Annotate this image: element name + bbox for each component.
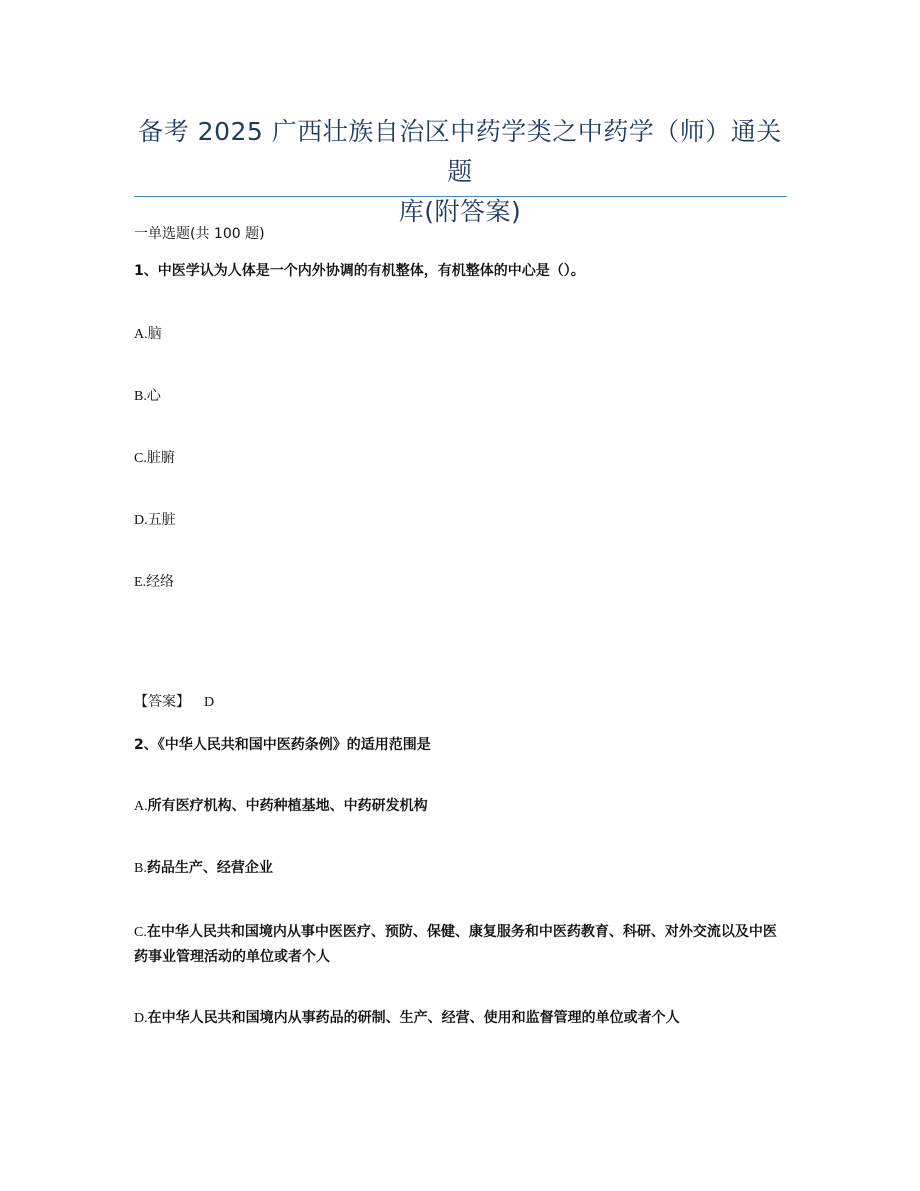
- option-letter: B.: [134, 861, 147, 876]
- question-number: 1、: [134, 263, 158, 279]
- q1-option-b: [134, 386, 161, 407]
- title-divider: [134, 196, 787, 197]
- q2-option-c: [134, 920, 789, 969]
- option-letter: D.: [134, 513, 148, 528]
- option-letter: A.: [134, 327, 148, 342]
- option-letter: D.: [134, 1011, 148, 1026]
- document-title: [134, 112, 786, 232]
- answer-label: 【答案】: [134, 694, 190, 710]
- option-letter: E.: [134, 575, 147, 590]
- q2-option-a: [134, 796, 428, 817]
- q1-option-a: [134, 324, 162, 345]
- option-letter: C.: [134, 451, 147, 466]
- q1-option-e: [134, 572, 174, 593]
- option-text: 在中华人民共和国境内从事中医医疗、预防、保健、康复服务和中医药教育、科研、对外交流以及中医药事业管理活动的单位或者个人: [134, 924, 777, 965]
- q1-option-d: [134, 510, 176, 531]
- option-text: 心: [146, 388, 161, 404]
- question-2: [134, 735, 431, 755]
- q1-option-c: [134, 448, 175, 469]
- option-text: 脏腑: [146, 450, 175, 466]
- option-letter: C.: [134, 925, 147, 940]
- option-letter: A.: [134, 799, 148, 814]
- title-line-2: 库(附答案): [398, 197, 522, 226]
- question-text: 中医学认为人体是一个内外协调的有机整体，有机整体的中心是（）。: [157, 263, 585, 279]
- question-number: 2、: [134, 737, 158, 753]
- option-text: 所有医疗机构、中药种植基地、中药研发机构: [147, 798, 428, 814]
- answer-value: D: [204, 695, 215, 710]
- title-line-1: 备考 2025 广西壮族自治区中药学类之中药学（师）通关题: [138, 117, 782, 186]
- option-letter: B.: [134, 389, 147, 404]
- option-text: 脑: [147, 326, 162, 342]
- option-text: 在中华人民共和国境内从事药品的研制、生产、经营、使用和监督管理的单位或者个人: [147, 1010, 680, 1026]
- question-text: 《中华人民共和国中医药条例》的适用范围是: [157, 737, 431, 753]
- q2-option-d: [134, 1008, 680, 1029]
- option-text: 药品生产、经营企业: [146, 860, 273, 876]
- option-text: 五脏: [147, 512, 176, 528]
- q1-answer: [134, 692, 214, 713]
- option-text: 经络: [146, 574, 175, 590]
- question-1: [134, 261, 585, 281]
- q2-option-b: [134, 858, 273, 879]
- section-label: 一单选题(共 100 题): [134, 226, 265, 242]
